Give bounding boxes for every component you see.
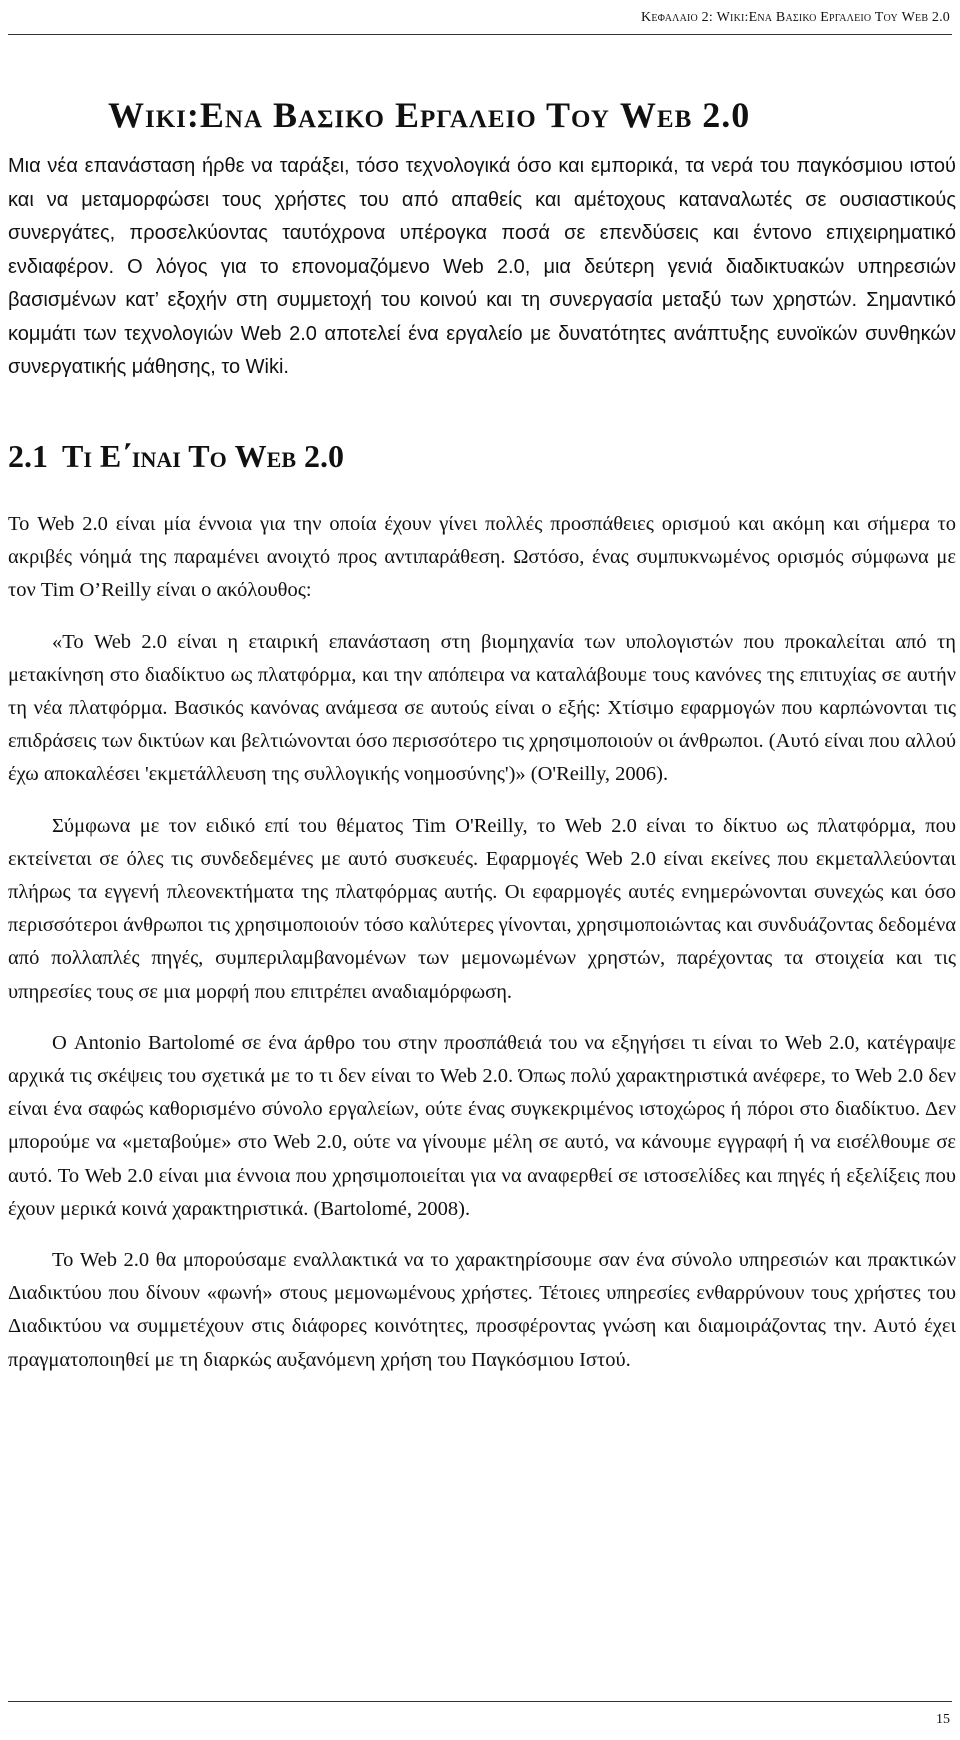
page-number: 15 bbox=[936, 1712, 950, 1727]
section-heading bbox=[8, 438, 344, 475]
header-divider bbox=[8, 34, 952, 35]
section-number: 2.1 bbox=[8, 438, 48, 474]
paragraph-oreilly-quote: «Το Web 2.0 είναι η εταιρική επανάσταση στη βιομηχανία των υπολογιστών που προκαλείται από τη μετακίνηση στο διαδίκτυο ως πλατφόρμα, και την απόπειρα να καταλάβουμε τους κανόνες της επιτυχίας σε αυτήν τη νέα πλατφόρμα. Βασικός κανόνας ανάμεσα σε αυτούς είναι ο εξής: Χτίσιμο εφαρμογών που καρπώνονται τις επιδράσεις των δικτύων και βελτιώνονται όσο περισσότερο τις χρησιμοποιούν οι άνθρωποι. (Αυτό είναι που αλλού έχω αποκαλέσει 'εκμετάλλευση της συλλογικής νοημοσύνης')» (O'Reilly, 2006). bbox=[8, 630, 956, 786]
paragraph-services-voice: Το Web 2.0 θα μπορούσαμε εναλλακτικά να το χαρακτηρίσουμε σαν ένα σύνολο υπηρεσιών και πρακτικών Διαδικτύου που δίνουν «φωνή» στους μεμονωμένους χρήστες. Τέτοιες υπηρεσίες ενθαρρύνουν τους χρήστες του Διαδικτύου να συμμετέχουν στις διάφορες κοινότητες, προσφέροντας γνώση και διαμοιράζοντας την. Αυτό έχει πραγματοποιηθεί με τη διαρκώς αυξανόμενη χρήση του Παγκόσμιου Ιστού. bbox=[8, 1249, 956, 1371]
section-body bbox=[8, 508, 956, 1377]
footer-divider bbox=[8, 1701, 952, 1702]
chapter-title: Wiki:Ενα Βασικο Εργαλειο Του Web 2.0 bbox=[108, 95, 751, 135]
chapter-intro-paragraph: Μια νέα επανάσταση ήρθε να ταράξει, τόσο τεχνολογικά όσο και εμπορικά, τα νερά του παγκόσμιου ιστού και να μεταμορφώσει τους χρήστες του από απαθείς και αμέτοχους καταναλωτές σε ουσιαστικούς συνεργάτες, προσελκύοντας ταυτόχρονα υπέρογκα ποσά σε επενδύσεις και έντονο επιχειρηματικό ενδιαφέρον. Ο λόγος για το επονομαζόμενο Web 2.0, μια δεύτερη γενιά διαδικτυακών υπηρεσιών βασισμένων κατ’ εξοχήν στη συμμετοχή του κοινού και τη συνεργασία μεταξύ των χρηστών. Σημαντικό κομμάτι των τεχνολογιών Web 2.0 αποτελεί ένα εργαλείο με δυνατότητες ανάπτυξης ευνοϊκών συνθηκών συνεργατικής μάθησης, το Wiki. bbox=[8, 155, 956, 378]
section-title: Τι Ε΄ιναι Το Web 2.0 bbox=[62, 438, 345, 474]
paragraph-bartolome: Ο Antonio Bartolomé σε ένα άρθρο του στην προσπάθειά του να εξηγήσει τι είναι το Web 2.0, κατέγραψε αρχικά τις σκέψεις του σχετικά με το τι δεν είναι το Web 2.0. Όπως πολύ χαρακτηριστικά ανέφερε, το Web 2.0 δεν είναι ένα σαφώς καθορισμένο σύνολο εργαλείων, ούτε ένας συγκεκριμένος ιστοχώρος ή πόροι στο διαδίκτυο. Δεν μπορούμε να «μεταβούμε» στο Web 2.0, ούτε να γίνουμε μέλη σε αυτό, να κάνουμε εγγραφή ή να εισέλθουμε σε αυτό. Το Web 2.0 είναι μια έννοια που χρησιμοποιείται για να αναφερθεί σε ιστοσελίδες και πηγές ή εξελίξεις που έχουν μερικά κοινά χαρακτηριστικά. (Bartolomé, 2008). bbox=[8, 1031, 956, 1220]
running-header: Κεφαλαιο 2: Wiki:Ενα Βασικο Εργαλειο Του Web 2.0 bbox=[641, 10, 950, 25]
paragraph-web-as-platform: Σύμφωνα με τον ειδικό επί του θέματος Tim O'Reilly, το Web 2.0 είναι το δίκτυο ως πλατφόρμα, που εκτείνεται σε όλες τις συνδεδεμένες με αυτό συσκευές. Εφαρμογές Web 2.0 είναι εκείνες που εκμεταλλεύονται πλήρως τα εγγενή πλεονεκτήματα της πλατφόρμας αυτής. Οι εφαρμογές αυτές ενημερώνονται συνεχώς και όσο περισσότεροι άνθρωποι τις χρησιμοποιούν τόσο καλύτερες γίνονται, χρησιμοποιώντας και συνδυάζοντας δεδομένα από πολλαπλές πηγές, συμπεριλαμβανομένων των μεμονωμένων χρηστών, παρέχοντας τα στοιχεία και τις υπηρεσίες τους σε μια μορφή που επιτρέπει αναδιαμόρφωση. bbox=[8, 814, 956, 1003]
paragraph-definition-intro: Το Web 2.0 είναι μία έννοια για την οποία έχουν γίνει πολλές προσπάθειες ορισμού και ακόμη και σήμερα το ακριβές νόημά της παραμένει ανοιχτό προς αντιπαράθεση. Ωστόσο, ένας συμπυκνωμένος ορισμός σύμφωνα με τον Tim O’Reilly είναι ο ακόλουθος: bbox=[8, 513, 956, 602]
